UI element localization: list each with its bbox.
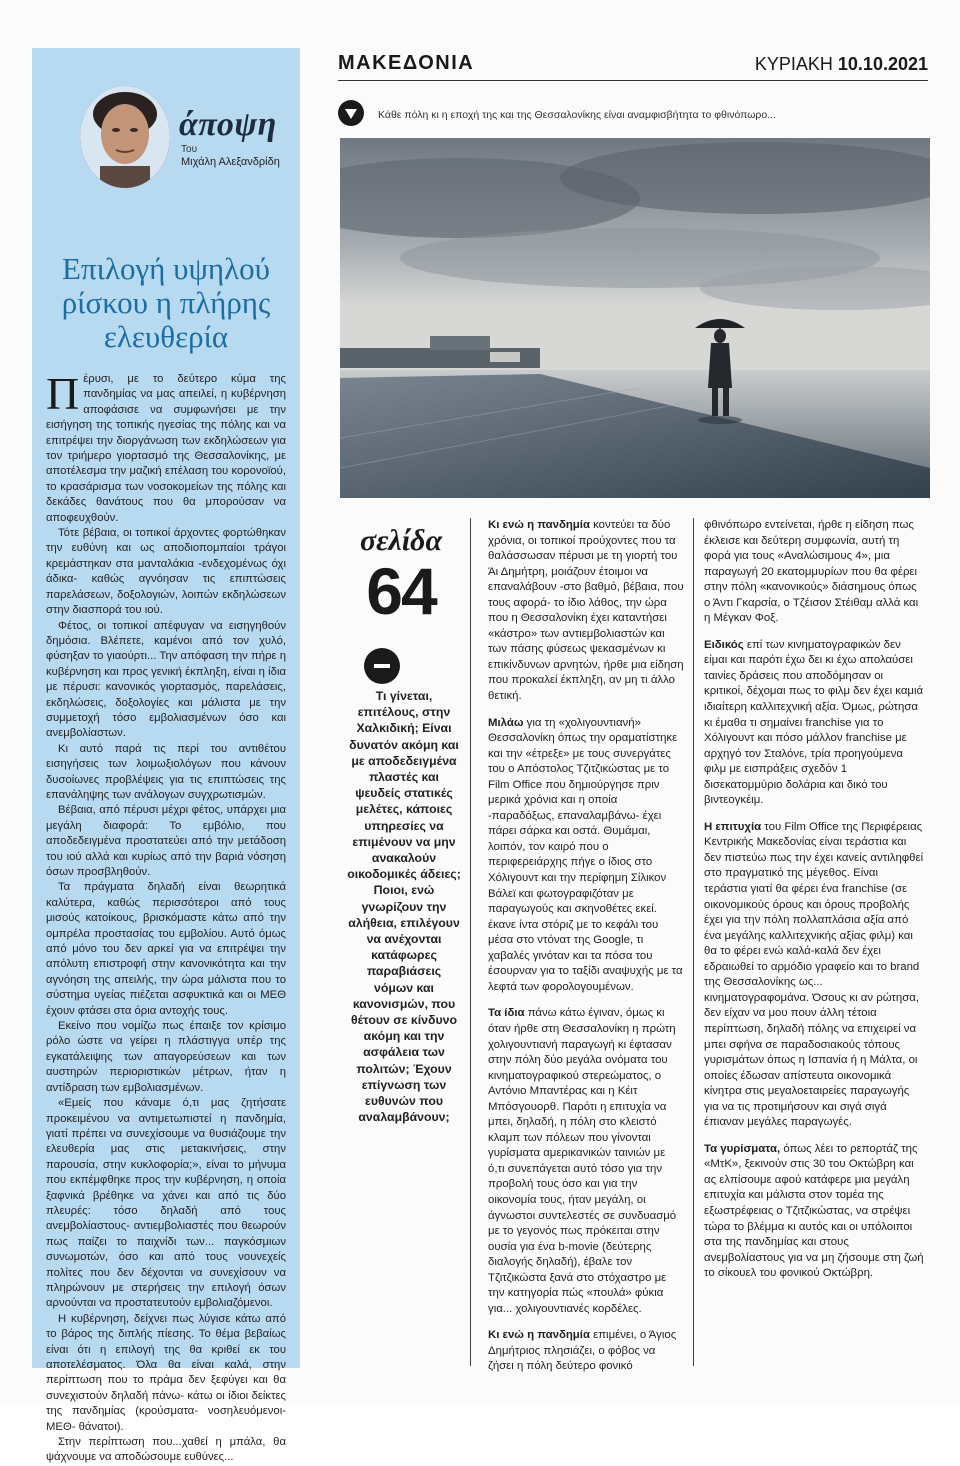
drop-cap: Π — [46, 368, 80, 419]
article-column-3 — [704, 518, 924, 1293]
article-paragraph: Τα ίδια πάνω κάτω έγιναν, όμως κι όταν ήρθε στη Θεσσαλονίκη η πρώτη χολιγουντιανή παραγωγή κι έφτασαν στην πόλη δύο μεγάλα ονόματα του κινηματογραφικού στερεώματος, ο Αντόνιο Μπαντέρας και η Κέιτ Μπόσγουορθ. Παρότι η επιτυχία να μπει, δηλαδή, η πόλη στο κλειστό κλαμπ των πόλεων που γίνονται γυρίσματα αμερικανικών ταινιών με ό,τι συνεπάγεται αυτό τόσο για την προβολή τους όσο και για την οικονομία τους, ήταν μεγάλη, οι άγνωστοι συντελεστές σε συνδυασμό με το γεγονός πως πρόκειται στην ουσία για ένα b-movie (δεύτερης διαλογής δηλαδή), έβαλε τον Τζιτζικώστα ξανά στο στόχαστρο με την κατηγορία πώς «πουλά» φύκια για... χολιγουντιανές κορδέλες. — [488, 1007, 677, 1315]
issue-date — [755, 54, 928, 75]
article-paragraph: Η επιτυχία του Film Office της Περιφέρειας Κεντρικής Μακεδονίας είναι τεράστια και δεν πιστεύω πως την έχει κανείς αντιληφθεί στο πραγματικό της μέγεθος. Είναι τεράστια γιατί θα φέρει ένα franchise (σε οικονομικούς όρους και όρους προβολής έχει για την πόλη πολλαπλάσια αξία από ένα μεγάλης καλλιτεχνικής αξίας φιλμ) και θα το φέρει ενώ καλά-καλά δεν έχει εδραιωθεί το αρμόδιο γραφείο και το brand της Θεσσαλονίκης ως... κινηματογραφομάνα. Όσους κι αν ρώτησα, δεν είχαν να μου πουν άλλη τέτοια περίπτωση, δηλαδή πόλης να επιχειρεί να μπει σφήνα σε παραδοσιακούς τόπους γυρισμάτων όπως η Ισπανία ή η Μάλτα, οι οποίες έδωσαν απίστευτα οικονομικά κίνητρα στις μεγαλοεταιρείες παραγωγής για να τις προτιμήσουν και σιγά σιγά έπιαναν μεγάλες παραγωγές. — [704, 820, 924, 1129]
article-paragraph: Τα γυρίσματα, όπως λέει το ρεπορτάζ της «ΜτΚ», ξεκινούν στις 30 του Οκτώβρη και ας ελπίσουμε αφού κατάφερε μια μεγάλη επιτυχία και μάλιστα στον τομέα της εξωστρέφειας ο Τζιτζικώστας, να στρέψει τώρα το βλέμμα κι αυτός και οι υπόλοιποι στα της πανδημίας και στους ανεμβολίαστους για να μη ζήσουμε στη ζωή το σίκουελ του φονικού Οκτώβρη. — [704, 1142, 924, 1280]
opinion-paragraph: Φέτος, οι τοπικοί απέφυγαν να εισηγηθούν δημόσια. Βλέπετε, καμένοι από τον χυλό, φύσηξαν το γιαούρτι... Την απόφαση την πήρε η κυβέρνηση και προς γενική έκπληξη, είναι η ίδια με πέρυσι: κανονικός γιορτασμός, παρελάσεις, εκδηλώσεις, δοξολογίες και μάλιστα με την συμμετοχή τόσο εμβολιασμένων όσο και ανεμβολίαστων. — [46, 619, 286, 740]
photo-caption: Κάθε πόλη κι η εποχή της και της Θεσσαλονίκης είναι αναμφισβήτητα το φθινόπωρο... — [378, 109, 777, 121]
section-label: άποψη — [179, 106, 277, 143]
seafront-photo — [340, 138, 930, 498]
opinion-paragraph: Εκείνο που νομίζω πως έπαιξε τον κρίσιμο ρόλο ώστε να γείρει η πλάστιγγα υπέρ της εγκατάλειψης των απαγορεύσεων και των αυστηρών περιοριστικών μέτρων, ήταν η αντίδραση των εμβολιασμένων. — [46, 1020, 286, 1094]
opinion-paragraph: Βέβαια, από πέρυσι μέχρι φέτος, υπάρχει μια μεγάλη διαφορά: Το εμβόλιο, που αποδεδειγμένα προστατεύει από την μετάδοση του ιού αλλά και κυρίως από την βαριά νόσηση όσων προσβληθούν. — [46, 804, 286, 878]
opinion-header — [46, 48, 286, 198]
opinion-column — [32, 48, 300, 1464]
selida-box — [340, 520, 462, 635]
author-photo — [80, 86, 170, 188]
opinion-paragraph: Πέρυσι, με το δεύτερο κύμα της πανδημίας να μας απειλεί, η κυβέρνηση αποφάσισε να συμφωνήσει με την εισήγηση της τοπικής ηγεσίας της πόλης και να επιτρέψει την διοργάνωση των εκδηλώσεων για τον τριήμερο γιορτασμό της Θεσσαλονίκης, με αποτέλεσμα την μαζική επέλαση του κορονοϊού, το κρασάρισμα των νοσοκομείων της πόλης και δεκάδες θανάτους που θα μπορούσαν να αποφευχθούν. — [46, 368, 286, 524]
opinion-paragraph: Τα πράγματα δηλαδή είναι θεωρητικά καλύτερα, καθώς περισσότεροι από τους μισούς κατοίκους, βρισκόμαστε κάτω από την ομπρέλα προστασίας του εμβολίου. Αυτό όμως από μόνο του δεν αρκεί για να επιτρέψει την απόλυτη επιστροφή στην κανονικότητα και την αγνόηση της απειλής, την ώρα μάλιστα που το σύστημα υγείας πιέζεται ασφυκτικά και οι ΜΕΘ έχουν φτάσει στα όρια αντοχής τους. — [46, 881, 286, 1017]
masthead — [338, 52, 928, 81]
selida-word: σελίδα — [359, 524, 443, 557]
article-column-2 — [488, 518, 684, 1386]
article-paragraph: φθινόπωρο εντείνεται, ήρθε η είδηση πως έκλεισε και δεύτερη συμφωνία, αυτή τη φορά για τους «Αναλώσιμους 4», μια παραγωγή 20 εκατομμυρίων που θα φέρει στην πόλη «κανονικούς» διάσημους όπως ο Άντι Γκαρσία, ο Τζέισον Στέιθαμ αλλά και η Μέγκαν Φοξ. — [704, 519, 919, 625]
page-number: 64 — [366, 554, 436, 628]
opinion-paragraph: «Εμείς που κάναμε ό,τι μας ζητήσατε προκειμένου να αντιμετωπιστεί η πανδημία, γιατί πρέπει να συνεχίσουμε να θυσιάζουμε την ελευθερία μας στις μετακινήσεις, στην παρουσία, στην κυκλοφορία;», είναι το μήνυμα που εκπέμφθηκε προς την κυβέρνηση, η οποία ξαφνικά βρέθηκε να χάνει και από τις δύο πλευρές: τόσο δηλαδή από τους ανεμβολίαστους- αντιεμβολιαστές που θεωρούν πως παίζει το παιχνίδι των... παγκόσμιων συνωμοτών, όσο και από τους νουνεχείς πολίτες που δεν δέχονται να συνεχίσουν να πληρώνουν με στερήσεις την επιλογή όσων αρνούνται να προστατευτούν εμβολιαζόμενοι. — [46, 1097, 286, 1310]
newspaper-name: ΜΑΚΕΔΟΝΙΑ — [338, 52, 475, 74]
opinion-paragraph: Κι αυτό παρά τις περί του αντιθέτου εισηγήσεις των λοιμωξιολόγων που κάνουν δυσοίωνες προβλέψεις για τις επιπτώσεις της επανάληψης των ανάλογων συγχρωτισμών. — [46, 742, 286, 801]
down-arrow-icon — [338, 100, 364, 126]
theta-icon — [364, 648, 400, 684]
sidebar-questions: Τι γίνεται, επιτέλους, στην Χαλκιδική; Είναι δυνατόν ακόμη και με αποδεδειγμένα πλαστές και ψευδείς στατικές μελέτες, κάποιες υπηρεσίες να επιμένουν να μην ανακαλούν οικοδομικές άδειες; Ποιοι, ενώ γνωρίζουν την αλήθεια, επιλέγουν να ανέχονται κατάφωρες παραβιάσεις νόμων και κανονισμών, που θέτουν σε κίνδυνο ακόμη και την ασφάλεια των πολιτών; Έχουν επίγνωση των ευθυνών που αναλαμβάνουν; — [347, 689, 461, 1125]
article-paragraph: Ειδικός επί των κινηματογραφικών δεν είμαι και παρότι έχω δει κι έχω απολαύσει ταινίες δράσεις που αποδόμησαν οι κριτικοί, δέχομαι πως το φιλμ δεν έχει καμιά ιδιαίτερη καλλιτεχνική αξία. Όμως, ρώτησα κι έμαθα τι σημαίνει franchise για το Χόλιγουντ και πόσο μάλλον franchise με αρχηγό τον Σταλόνε, τρία προηγούμενα φιλμ με εισπράξεις σχεδόν 1 δισεκατομμύριο δολάρια και δικό του βιντεογκέιμ. — [704, 638, 924, 807]
article-paragraph: Κι ενώ η πανδημία κοντεύει τα δύο χρόνια, οι τοπικοί προύχοντες που τα θαλάσσωσαν πέρυσι με τη γιορτή του Άι Δημήτρη, μοιάζουν έτοιμοι να επαναλάβουν -στο βαθμό, βέβαια, που τους αφορά- το ίδιο λάθος, την ώρα που η Θεσσαλονίκη έχει καταντήσει «κάστρο» των αντιεμβολιαστών και των πάσης φύσεως ψεκασμένων κι επικίνδυνων αρνητών, ήρθε μια είδηση που προκαλεί έκπληξη, αν μη τι άλλο θετική. — [488, 519, 684, 703]
article-paragraph: Κι ενώ η πανδημία επιμένει, ο Άγιος Δημήτριος πλησιάζει, ο φόβος να ζήσει η πόλη δεύτερο φονικό — [488, 1329, 677, 1373]
article-paragraph: Μιλάω για τη «χολιγουντιανή» Θεσσαλονίκη όπως την οραματίστηκε και την «έτρεξε» με τους συνεργάτες του ο Απόστολος Τζιτζικώστας με το Film Office που δημιούργησε πριν μερικά χρόνια και η οποία -παραδόξως, επαναλαμβάνω- έχει πάρει σάρκα και οστά. Θυμάμαι, λοιπόν, τον καιρό που ο περιφερειάρχης πήγε ο ίδιος στο Χόλιγουντ και την περίφημη Σίλικον Βάλεϊ και φωτογραφιζόταν με παραγωγούς και σκηνοθέτες εκεί. έκανε ίντα στόριζ με το κεφάλι του μέσα στο ντόνατ της Google, τι χαβαλές γινόταν και τα πόσα του έσουρναν για το ταξίδι αναψυχής με τα λεφτά των φορολογουμένων. — [488, 716, 683, 993]
opinion-headline: Επιλογή υψηλού ρίσκου η πλήρης ελευθερία — [61, 251, 271, 354]
opinion-paragraph: Η κυβέρνηση, δείχνει πως λύγισε κάτω από το βάρος της διπλής πίεσης. Το θέμα βεβαίως είναι ότι η επιλογή της θα κριθεί εκ του αποτελέσματος. Όλα θα είναι καλά, στην περίπτωση που το πράμα δεν ξεφύγει και θα συνεχιστούν δηλαδή πάνω- κάτω οι ίδιοι δείκτες της πανδημίας (κρούσματα- νοσηλευόμενοι- ΜΕΘ- θάνατοι). — [46, 1312, 286, 1433]
opinion-paragraph: Στην περίπτωση που...χαθεί η μπάλα, θα ψάχνουμε να αποδώσουμε ευθύνες... — [46, 1436, 286, 1464]
photo-caption-row — [338, 100, 928, 130]
issue-day: ΚΥΡΙΑΚΗ — [754, 54, 833, 74]
byline-prefix: Του — [181, 144, 198, 155]
author-name: Μιχάλη Αλεξανδρίδη — [181, 156, 280, 168]
opinion-paragraph: Τότε βέβαια, οι τοπικοί άρχοντες φορτώθηκαν την ευθύνη και ως αποδιοπομπαίοι τράγοι κρεμάστηκαν στα μανταλάκια -ενδεχομένως όχι άδικα- καθώς αγνόησαν τις επιπτώσεις παρελάσεων, δοξολογιών, λοιπών εκδηλώσεων στην διασπορά του ιού. — [46, 527, 286, 617]
opinion-body — [46, 368, 286, 1466]
issue-date-value: 10.10.2021 — [837, 54, 928, 74]
column-divider — [470, 518, 471, 1366]
column-divider — [693, 518, 694, 1366]
